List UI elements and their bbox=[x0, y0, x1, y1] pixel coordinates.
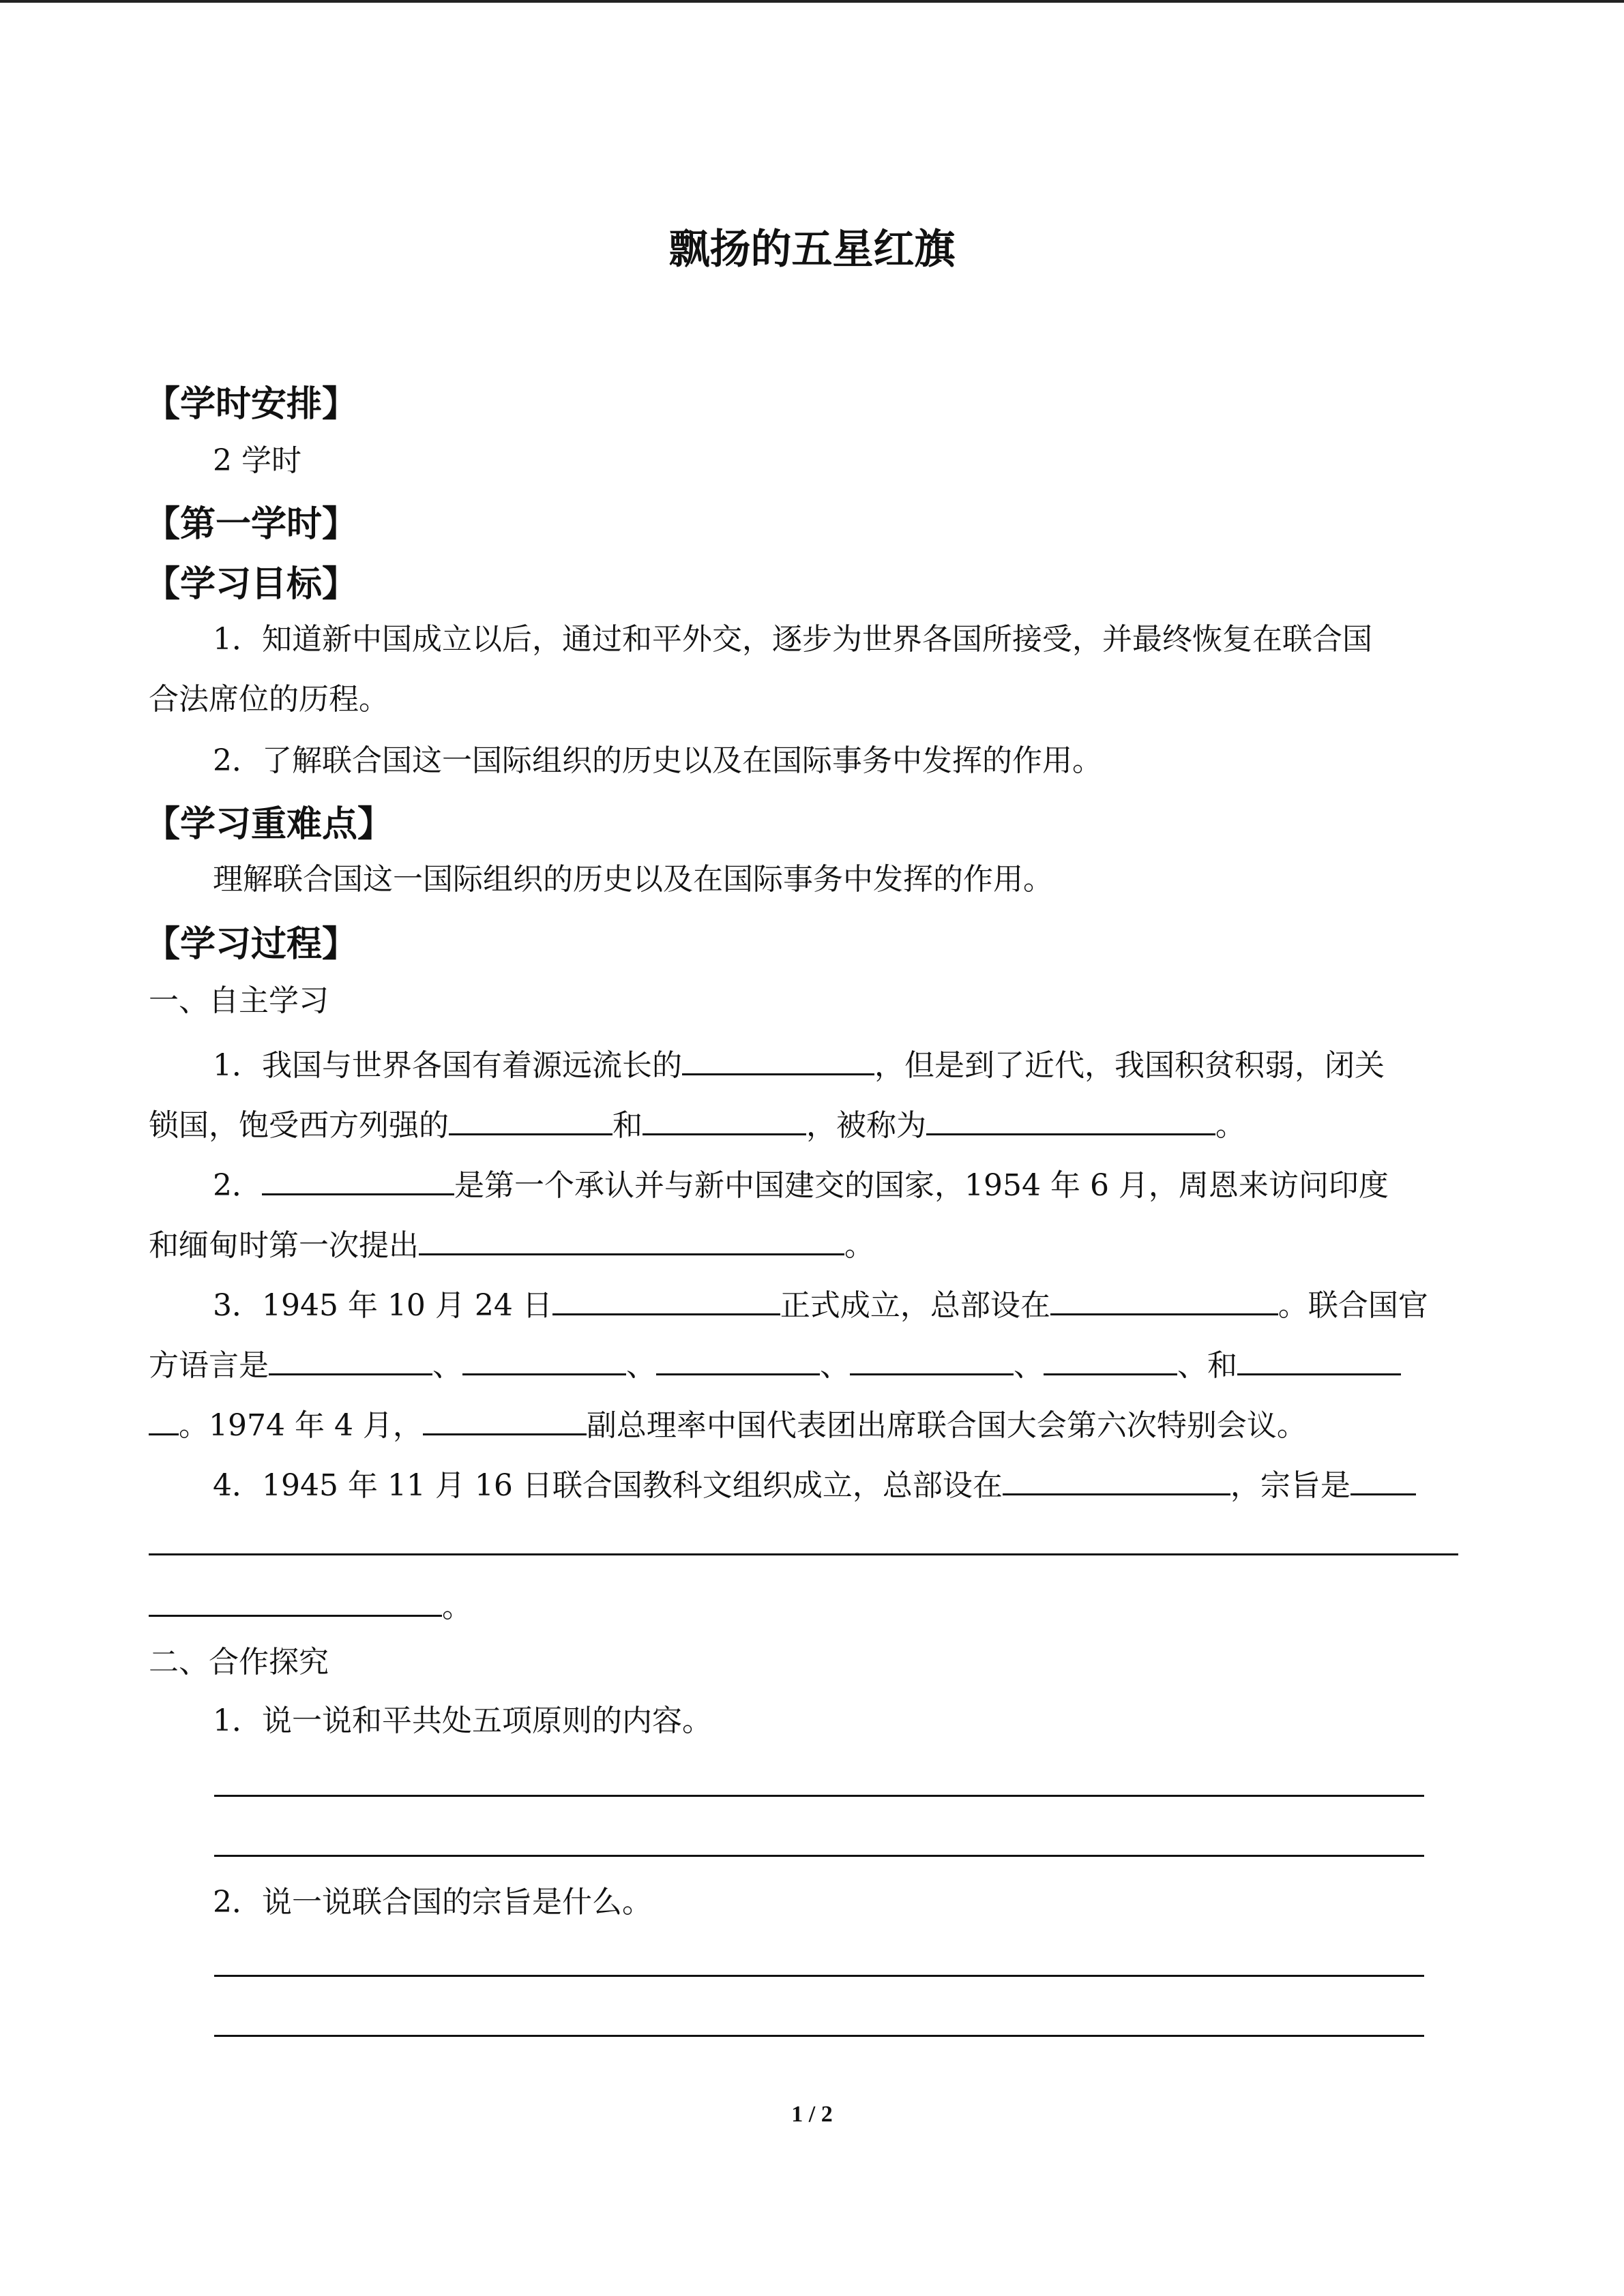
q1-text-b: ，但是到了近代，我国积贫积弱，闭关 bbox=[874, 1048, 1385, 1083]
q2-text-c: 和缅甸时第一次提出 bbox=[149, 1228, 419, 1263]
q3-blank-4[interactable] bbox=[462, 1346, 626, 1375]
q3-blank-5[interactable] bbox=[656, 1346, 820, 1375]
cooperation-heading: 二、合作探究 bbox=[149, 1645, 329, 1680]
self-study-q2-line-2 bbox=[149, 1226, 874, 1261]
q3-blank-2[interactable] bbox=[1050, 1286, 1278, 1315]
q3-blank-1[interactable] bbox=[552, 1286, 780, 1315]
q1-text-d: 和 bbox=[612, 1108, 643, 1143]
process-heading: 【学习过程】 bbox=[145, 924, 358, 965]
q3-text-f: 副总理率中国代表团出席联合国大会第六次特别会议。 bbox=[586, 1408, 1307, 1443]
self-study-heading: 一、自主学习 bbox=[149, 983, 329, 1018]
self-study-q1-line-2 bbox=[149, 1106, 1245, 1141]
q3-text-c: 。联合国官 bbox=[1278, 1288, 1428, 1323]
q1-text-c: 锁国，饱受西方列强的 bbox=[149, 1108, 449, 1143]
q1-text-e: ，被称为 bbox=[806, 1108, 926, 1143]
q4-text-b: ，宗旨是 bbox=[1230, 1468, 1350, 1503]
q3-sep: 、 bbox=[1014, 1348, 1044, 1383]
q3-blank-9[interactable] bbox=[423, 1406, 587, 1435]
self-study-q3-line-2 bbox=[149, 1346, 1401, 1381]
q3-sep: 、 bbox=[626, 1348, 656, 1383]
q4-blank-1[interactable] bbox=[1003, 1466, 1230, 1495]
cooperation-q1: 1．说一说和平共处五项原则的内容。 bbox=[213, 1703, 712, 1738]
q1-blank-4[interactable] bbox=[926, 1106, 1215, 1135]
q3-text-b: 正式成立，总部设在 bbox=[780, 1288, 1050, 1323]
q3-text-a: 3．1945 年 10 月 24 日 bbox=[213, 1288, 552, 1323]
objective-1-line-2: 合法席位的历程。 bbox=[149, 682, 389, 717]
self-study-q1-line-1 bbox=[213, 1046, 1385, 1081]
q3-blank-6[interactable] bbox=[850, 1346, 1014, 1375]
objectives-heading: 【学习目标】 bbox=[145, 564, 358, 605]
q2-blank-2[interactable] bbox=[419, 1226, 844, 1255]
q4-answer-line[interactable] bbox=[149, 1553, 1458, 1555]
difficulty-heading: 【学习重难点】 bbox=[145, 804, 394, 845]
self-study-q3-line-1 bbox=[213, 1286, 1428, 1321]
q3-blank-8[interactable] bbox=[1237, 1346, 1401, 1375]
cooperation-q1-answer-line-2[interactable] bbox=[214, 1855, 1424, 1857]
q2-text-b: 是第一个承认并与新中国建交的国家，1954 年 6 月，周恩来访问印度 bbox=[454, 1168, 1389, 1203]
cooperation-q2-answer-line-1[interactable] bbox=[214, 1975, 1424, 1977]
self-study-q4-line-1 bbox=[213, 1466, 1416, 1501]
page-title: 飘扬的五星红旗 bbox=[668, 226, 956, 273]
self-study-q3-line-3 bbox=[149, 1406, 1307, 1441]
q4-blank-3[interactable] bbox=[149, 1587, 442, 1617]
top-border bbox=[0, 0, 1624, 3]
self-study-q2-line-1 bbox=[213, 1166, 1389, 1201]
q3-blank-8-cont[interactable] bbox=[149, 1406, 179, 1435]
cooperation-q1-answer-line-1[interactable] bbox=[214, 1795, 1424, 1797]
objective-1-line-1: 1．知道新中国成立以后，通过和平外交，逐步为世界各国所接受，并最终恢复在联合国 bbox=[213, 622, 1372, 657]
q4-blank-2[interactable] bbox=[1350, 1466, 1416, 1495]
objective-2: 2．了解联合国这一国际组织的历史以及在国际事务中发挥的作用。 bbox=[213, 743, 1102, 778]
page-number: 1 / 2 bbox=[791, 2102, 833, 2127]
q3-text-d: 方语言是 bbox=[149, 1348, 269, 1383]
q2-text-a: 2． bbox=[213, 1168, 262, 1203]
q3-sep: 、 bbox=[432, 1348, 462, 1383]
q1-blank-1[interactable] bbox=[682, 1046, 874, 1075]
q3-sep: 、 bbox=[820, 1348, 850, 1383]
q1-text-a: 1．我国与世界各国有着源远流长的 bbox=[213, 1048, 682, 1083]
q1-blank-3[interactable] bbox=[643, 1106, 806, 1135]
difficulty-text: 理解联合国这一国际组织的历史以及在国际事务中发挥的作用。 bbox=[213, 862, 1053, 897]
q1-text-f: 。 bbox=[1215, 1108, 1245, 1143]
self-study-q4-line-3 bbox=[149, 1587, 472, 1622]
q1-blank-2[interactable] bbox=[449, 1106, 612, 1135]
first-period-heading: 【第一学时】 bbox=[145, 504, 358, 545]
q2-blank-1[interactable] bbox=[262, 1166, 454, 1195]
q3-blank-7[interactable] bbox=[1044, 1346, 1177, 1375]
q3-blank-3[interactable] bbox=[269, 1346, 432, 1375]
q3-and: 、和 bbox=[1177, 1348, 1237, 1383]
schedule-heading: 【学时安排】 bbox=[145, 384, 358, 425]
q2-text-d: 。 bbox=[844, 1228, 874, 1263]
cooperation-q2-answer-line-2[interactable] bbox=[214, 2035, 1424, 2037]
cooperation-q2: 2．说一说联合国的宗旨是什么。 bbox=[213, 1885, 652, 1920]
q4-text-c: 。 bbox=[442, 1590, 472, 1624]
q4-text-a: 4．1945 年 11 月 16 日联合国教科文组织成立，总部设在 bbox=[213, 1468, 1003, 1503]
q3-text-e: 。1974 年 4 月， bbox=[179, 1408, 423, 1443]
schedule-value: 2 学时 bbox=[213, 443, 301, 478]
